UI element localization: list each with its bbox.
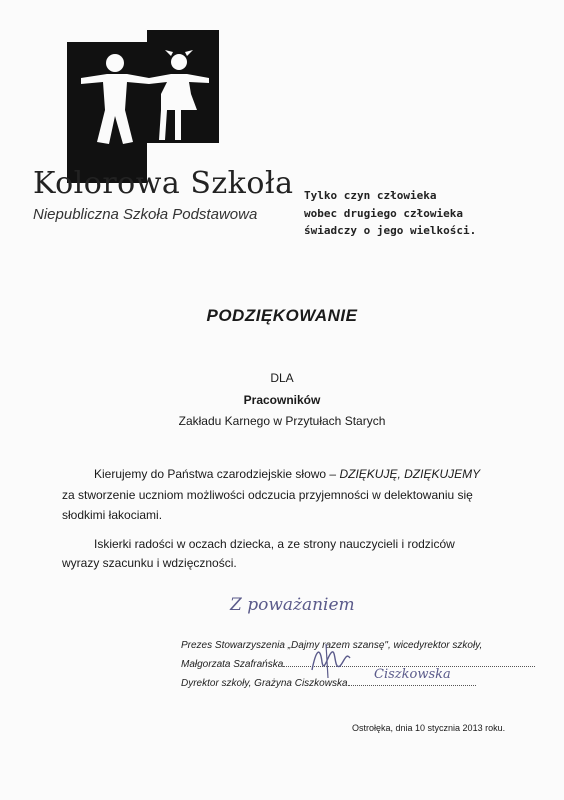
signer-1-name-row xyxy=(181,657,535,670)
greeting-handwritten: Z poważaniem xyxy=(230,595,355,615)
school-logo xyxy=(67,30,219,183)
motto-line-3: świadczy o jego wielkości. xyxy=(304,224,477,237)
paragraph-1-line-1 xyxy=(94,467,480,481)
paragraph-1-text: Kierujemy do Państwa czarodziejskie słowo – xyxy=(94,467,340,481)
paragraph-2-line-2: wyrazy szacunku i wdzięczności. xyxy=(62,556,237,570)
recipient-institution: Zakładu Karnego w Przytułach Starych xyxy=(178,414,386,428)
document-title: PODZIĘKOWANIE xyxy=(206,306,358,325)
signature-scribble-1 xyxy=(306,640,356,680)
signer-2-name: Dyrektor szkoły, Grażyna Ciszkowska xyxy=(181,678,348,689)
paragraph-1-line-2: za stworzenie uczniom możliwości odczucia przyjemności w delektowaniu się xyxy=(62,488,473,502)
school-name: Kolorowa Szkoła xyxy=(33,166,294,201)
recipient-for: DLA xyxy=(270,371,294,385)
motto-line-1: Tylko czyn człowieka xyxy=(304,189,437,202)
signature-handwritten-2: Ciszkowska xyxy=(374,667,451,682)
signer-1-title: Prezes Stowarzyszenia „Dajmy razem szansę", wicedyrektor szkoły, xyxy=(181,640,483,651)
school-subtitle: Niepubliczna Szkoła Podstawowa xyxy=(33,206,258,223)
signer-1-name: Małgorzata Szafrańska xyxy=(181,659,284,670)
motto-line-2: wobec drugiego człowieka xyxy=(304,207,463,220)
paragraph-1-line-3: słodkimi łakociami. xyxy=(62,508,163,522)
recipient-who: Pracowników xyxy=(243,393,321,407)
paragraph-2-line-1: Iskierki radości w oczach dziecka, a ze strony nauczycieli i rodziców xyxy=(94,537,455,551)
thanks-emphasis: DZIĘKUJĘ, DZIĘKUJEMY xyxy=(339,467,481,481)
place-date: Ostrołęka, dnia 10 stycznia 2013 roku. xyxy=(352,723,506,733)
